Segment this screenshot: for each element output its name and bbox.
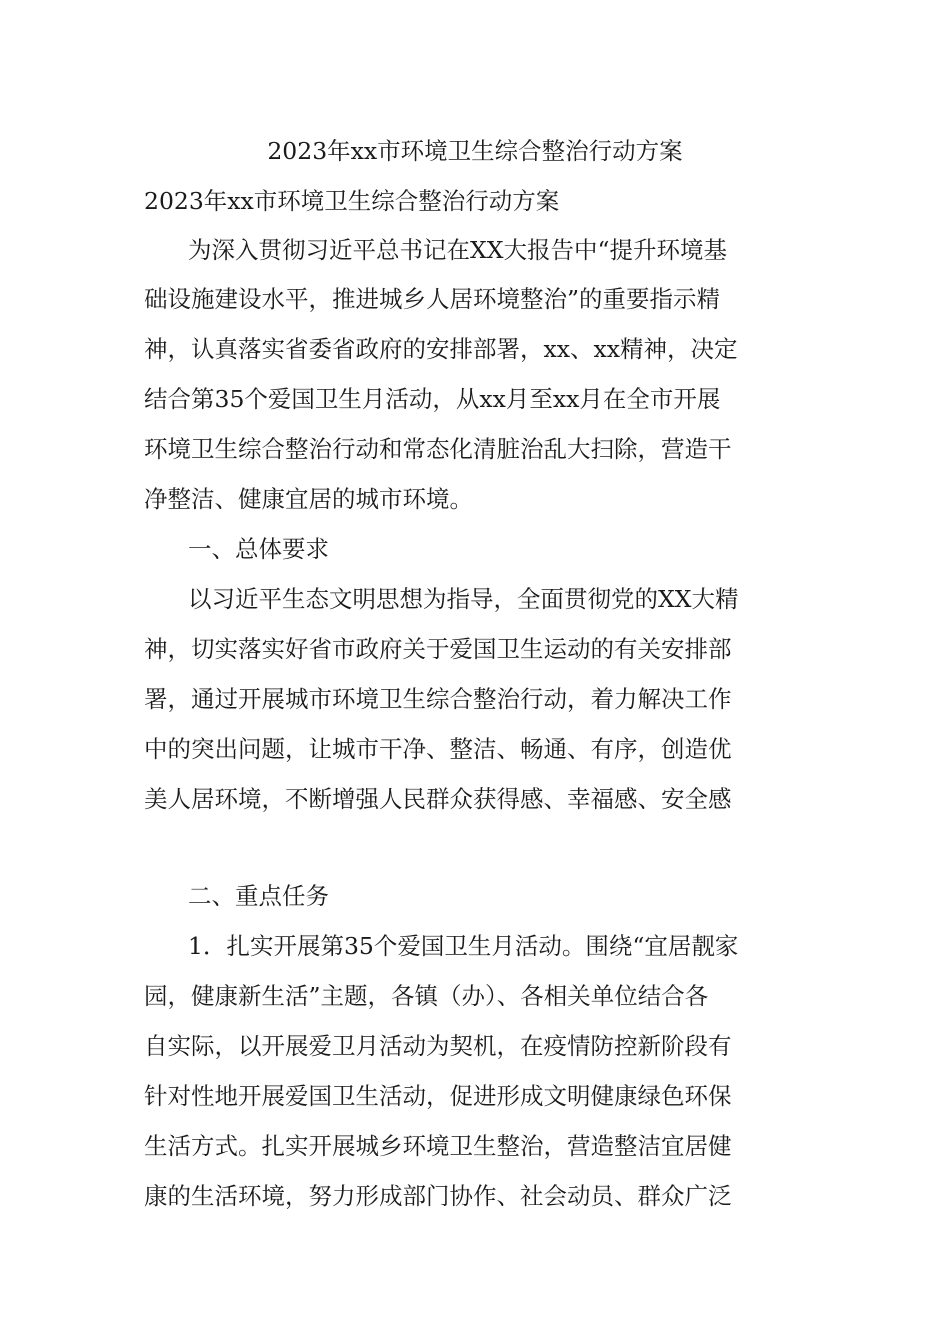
- section-heading-key-tasks: 二、重点任务: [188, 882, 329, 910]
- paragraph-2-line: 神，切实落实好省市政府关于爱国卫生运动的有关安排部: [144, 635, 732, 663]
- document-title: 2023年xx市环境卫生综合整治行动方案: [267, 137, 683, 165]
- paragraph-1-line: 净整洁、健康宜居的城市环境。: [144, 485, 473, 513]
- document-subtitle: 2023年xx市环境卫生综合整治行动方案: [144, 187, 560, 215]
- paragraph-1-line: 结合第35个爱国卫生月活动，从xx月至xx月在全市开展: [144, 385, 721, 413]
- paragraph-2-line: 中的突出问题，让城市干净、整洁、畅通、有序，创造优: [144, 735, 732, 763]
- section-heading-general-requirements: 一、总体要求: [188, 535, 329, 563]
- paragraph-2-line: 美人居环境，不断增强人民群众获得感、幸福感、安全感: [144, 785, 732, 813]
- paragraph-3-line: 园，健康新生活”主题，各镇（办）、各相关单位结合各: [144, 982, 709, 1010]
- paragraph-1-line: 神，认真落实省委省政府的安排部署，xx、xx精神，决定: [144, 335, 738, 363]
- paragraph-1-line: 为深入贯彻习近平总书记在XX大报告中“提升环境基: [188, 236, 727, 264]
- paragraph-2-line: 以习近平生态文明思想为指导，全面贯彻党的XX大精: [188, 585, 739, 613]
- paragraph-3-line: 针对性地开展爱国卫生活动，促进形成文明健康绿色环保: [144, 1082, 732, 1110]
- paragraph-3-line: 自实际，以开展爱卫月活动为契机，在疫情防控新阶段有: [144, 1032, 732, 1060]
- paragraph-1-line: 环境卫生综合整治行动和常态化清脏治乱大扫除，营造干: [144, 435, 732, 463]
- paragraph-3-line: 康的生活环境，努力形成部门协作、社会动员、群众广泛: [144, 1182, 732, 1210]
- paragraph-3-line: 1．扎实开展第35个爱国卫生月活动。围绕“宜居靓家: [188, 932, 739, 960]
- paragraph-1-line: 础设施建设水平，推进城乡人居环境整治”的重要指示精: [144, 285, 721, 313]
- paragraph-3-line: 生活方式。扎实开展城乡环境卫生整治，营造整洁宜居健: [144, 1132, 732, 1160]
- paragraph-2-line: 署，通过开展城市环境卫生综合整治行动，着力解决工作: [144, 685, 732, 713]
